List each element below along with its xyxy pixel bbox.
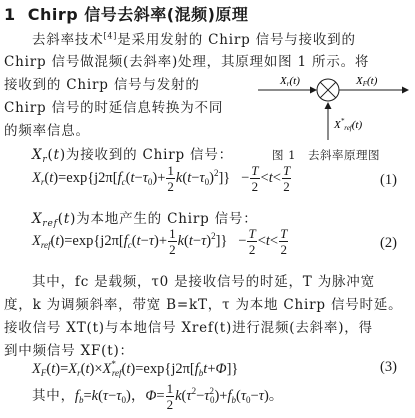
p1-text-b: 是采用发射的 Chirp 信号与接收到的 bbox=[117, 32, 356, 48]
final-separator: ， bbox=[130, 387, 146, 404]
paragraph-2-line-3: 接收信号 XT(t)与本地信号 Xref(t)进行混频(去斜率)，得 bbox=[4, 320, 373, 336]
citation-ref: [4] bbox=[103, 31, 118, 41]
figure-caption: 图 1 去斜率原理图 bbox=[272, 148, 380, 162]
paragraph-2-line-2: 度，k 为调频斜率，带宽 B=kT，τ 为本地 Chirp 信号时延。 bbox=[4, 297, 403, 313]
paragraph-1-line-4: Chirp 信号的时延信息转换为不同 bbox=[4, 100, 224, 116]
received-text: 为接收到的 Chirp 信号： bbox=[65, 147, 233, 163]
section-number: 1 bbox=[4, 5, 16, 24]
reference-label: $X^*_{ref}(t)$ bbox=[334, 117, 363, 132]
mixer-diagram bbox=[256, 68, 414, 150]
equation-1-number: (1) bbox=[380, 172, 397, 188]
paragraph-1-line-3: 接收到的 Chirp 信号与发射的 bbox=[4, 77, 200, 93]
received-signal-description: $X_r(t)$为接收到的 Chirp 信号： bbox=[32, 147, 233, 165]
equation-2-number: (2) bbox=[380, 235, 397, 251]
p1-text-a: 去斜率技术 bbox=[32, 32, 104, 48]
section-heading bbox=[4, 2, 248, 25]
equation-3: $X_F(t)=X_r(t)\times X^*_{ref}(t)=\exp\{j2\pi[f_bt+\Phi]\}$ bbox=[32, 359, 239, 378]
final-definition-line: 其中，$f_b=k(\tau-\tau_0)$，Φ= $\frac{1}{2}$ $k(\tau^2-\tau^2_0)+f_b(\tau_0-\tau)$。 bbox=[32, 381, 284, 412]
section-title: Chirp 信号去斜率(混频)原理 bbox=[27, 5, 249, 24]
input-label: Xr(t) bbox=[280, 75, 300, 88]
equation-2: $X_{ref}(t)=\exp\{j2\pi[f_c(t-\tau)+$ $\frac{1}{2}$ $k(t-\tau)^2$]} − $\frac{T}{2}$ <t< $\frac{T}{2}$ bbox=[32, 226, 288, 257]
paragraph-1-line-1 bbox=[32, 28, 356, 48]
paragraph-1-line-5: 的频率信息。 bbox=[4, 123, 90, 139]
final-prefix: 其中， bbox=[32, 387, 75, 404]
equation-3-number: (3) bbox=[380, 359, 397, 375]
output-label: XF(t) bbox=[356, 75, 378, 88]
reference-signal-description: $X_{ref}(t)$为本地产生的 Chirp 信号： bbox=[32, 211, 258, 229]
equation-1: $X_r(t)=\exp\{j2\pi[f_c(t-\tau_0)+$ $\frac{1}{2}$ $k(t-\tau_0)^2$]} − $\frac{T}{2}$ <t< $\frac{T}{2}$ bbox=[32, 163, 291, 194]
reference-text: 为本地产生的 Chirp 信号： bbox=[76, 211, 258, 227]
paragraph-1-line-2: Chirp 信号做混频(去斜率)处理，其原理如图 1 所示。将 bbox=[4, 54, 370, 70]
paragraph-2-line-4: 到中频信号 XF(t)： bbox=[4, 343, 134, 359]
paragraph-2-line-1: 其中，fc 是载频，τ0 是接收信号的时延，T 为脉冲宽 bbox=[32, 274, 375, 290]
